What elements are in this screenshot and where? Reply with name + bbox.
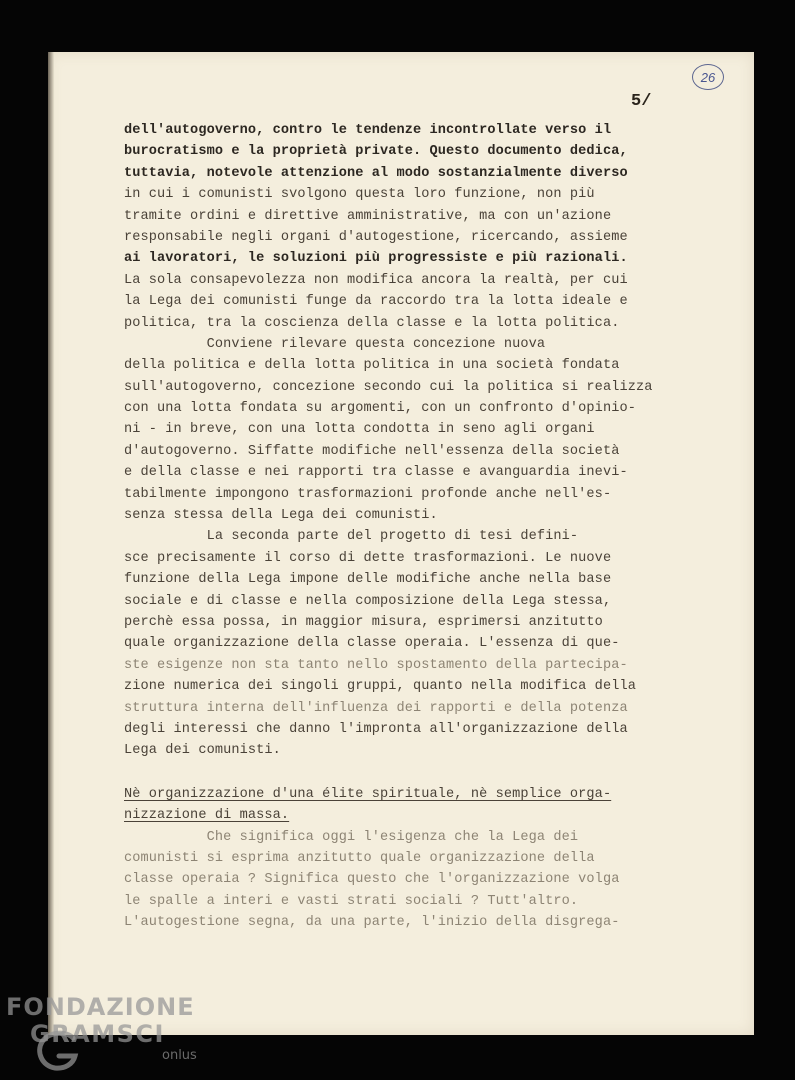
section-heading bbox=[124, 784, 694, 827]
page-number: 5/ bbox=[631, 92, 652, 111]
text-line: e della classe e nei rapporti tra classe e avanguardia inevi- bbox=[124, 465, 628, 481]
text-line: perchè essa possa, in maggior misura, esprimersi anzitutto bbox=[124, 614, 603, 630]
text-line: La seconda parte del progetto di tesi defini- bbox=[124, 529, 579, 545]
text-line: degli interessi che danno l'impronta all'organizzazione della bbox=[124, 721, 628, 737]
text-line: sull'autogoverno, concezione secondo cui la politica si realizza bbox=[124, 379, 653, 395]
text-line: struttura interna dell'influenza dei rapporti e della potenza bbox=[124, 700, 628, 716]
typewritten-text bbox=[124, 120, 694, 933]
watermark-title: FONDAZIONE bbox=[6, 993, 195, 1021]
text-line: L'autogestione segna, da una parte, l'inizio della disgrega- bbox=[124, 915, 620, 931]
paragraph-1 bbox=[124, 120, 694, 334]
text-line: funzione della Lega impone delle modifiche anche nella base bbox=[124, 572, 612, 588]
text-line: Che significa oggi l'esigenza che la Lega dei bbox=[124, 829, 579, 845]
text-line: tabilmente impongono trasformazioni profonde anche nell'es- bbox=[124, 486, 612, 502]
text-line: d'autogoverno. Siffatte modifiche nell'essenza della società bbox=[124, 443, 620, 459]
paragraph-2 bbox=[124, 334, 694, 527]
text-line: in cui i comunisti svolgono questa loro funzione, non più bbox=[124, 187, 595, 203]
watermark-subtitle: GRAMSCI bbox=[30, 1020, 165, 1048]
text-line: ni - in breve, con una lotta condotta in seno agli organi bbox=[124, 422, 595, 438]
text-line: sce precisamente il corso di dette trasformazioni. Le nuove bbox=[124, 550, 612, 566]
text-line: ste esigenze non sta tanto nello spostamento della partecipa- bbox=[124, 657, 628, 673]
text-line: la Lega dei comunisti funge da raccordo tra la lotta ideale e bbox=[124, 294, 628, 310]
text-line: ai lavoratori, le soluzioni più progressiste e più razionali. bbox=[124, 251, 628, 267]
watermark-suffix: onlus bbox=[162, 1048, 197, 1063]
text-line: sociale e di classe e nella composizione della Lega stessa, bbox=[124, 593, 612, 609]
paragraph-4 bbox=[124, 827, 694, 934]
text-line: senza stessa della Lega dei comunisti. bbox=[124, 508, 438, 524]
text-line: quale organizzazione della classe operaia. L'essenza di que- bbox=[124, 636, 620, 652]
text-line: La sola consapevolezza non modifica ancora la realtà, per cui bbox=[124, 272, 628, 288]
text-line: responsabile negli organi d'autogestione, ricercando, assieme bbox=[124, 229, 628, 245]
heading-line: nizzazione di massa. bbox=[124, 808, 290, 824]
text-line: burocratismo e la proprietà private. Questo documento dedica, bbox=[124, 144, 628, 160]
text-line: tuttavia, notevole attenzione al modo sostanzialmente diverso bbox=[124, 165, 628, 181]
text-line: zione numerica dei singoli gruppi, quanto nella modifica della bbox=[124, 679, 636, 695]
section-gap bbox=[124, 762, 694, 784]
text-line: Conviene rilevare questa concezione nuova bbox=[124, 336, 546, 352]
text-line: politica, tra la coscienza della classe e la lotta politica. bbox=[124, 315, 620, 331]
paragraph-3 bbox=[124, 526, 694, 761]
text-line: comunisti si esprima anzitutto quale organizzazione della bbox=[124, 850, 595, 866]
text-line: dell'autogoverno, contro le tendenze incontrollate verso il bbox=[124, 123, 612, 138]
heading-line: Nè organizzazione d'una élite spirituale, nè semplice orga- bbox=[124, 786, 612, 802]
page-edge-shadow bbox=[48, 52, 54, 1035]
text-line: della politica e della lotta politica in una società fondata bbox=[124, 358, 620, 374]
text-line: con una lotta fondata su argomenti, con un confronto d'opinio- bbox=[124, 401, 636, 417]
text-line: tramite ordini e direttive amministrative, ma con un'azione bbox=[124, 208, 612, 224]
archive-stamp: 26 bbox=[692, 64, 724, 90]
text-line: le spalle a interi e vasti strati sociali ? Tutt'altro. bbox=[124, 893, 579, 909]
text-line: Lega dei comunisti. bbox=[124, 743, 281, 759]
text-line: classe operaia ? Significa questo che l'organizzazione volga bbox=[124, 872, 620, 888]
